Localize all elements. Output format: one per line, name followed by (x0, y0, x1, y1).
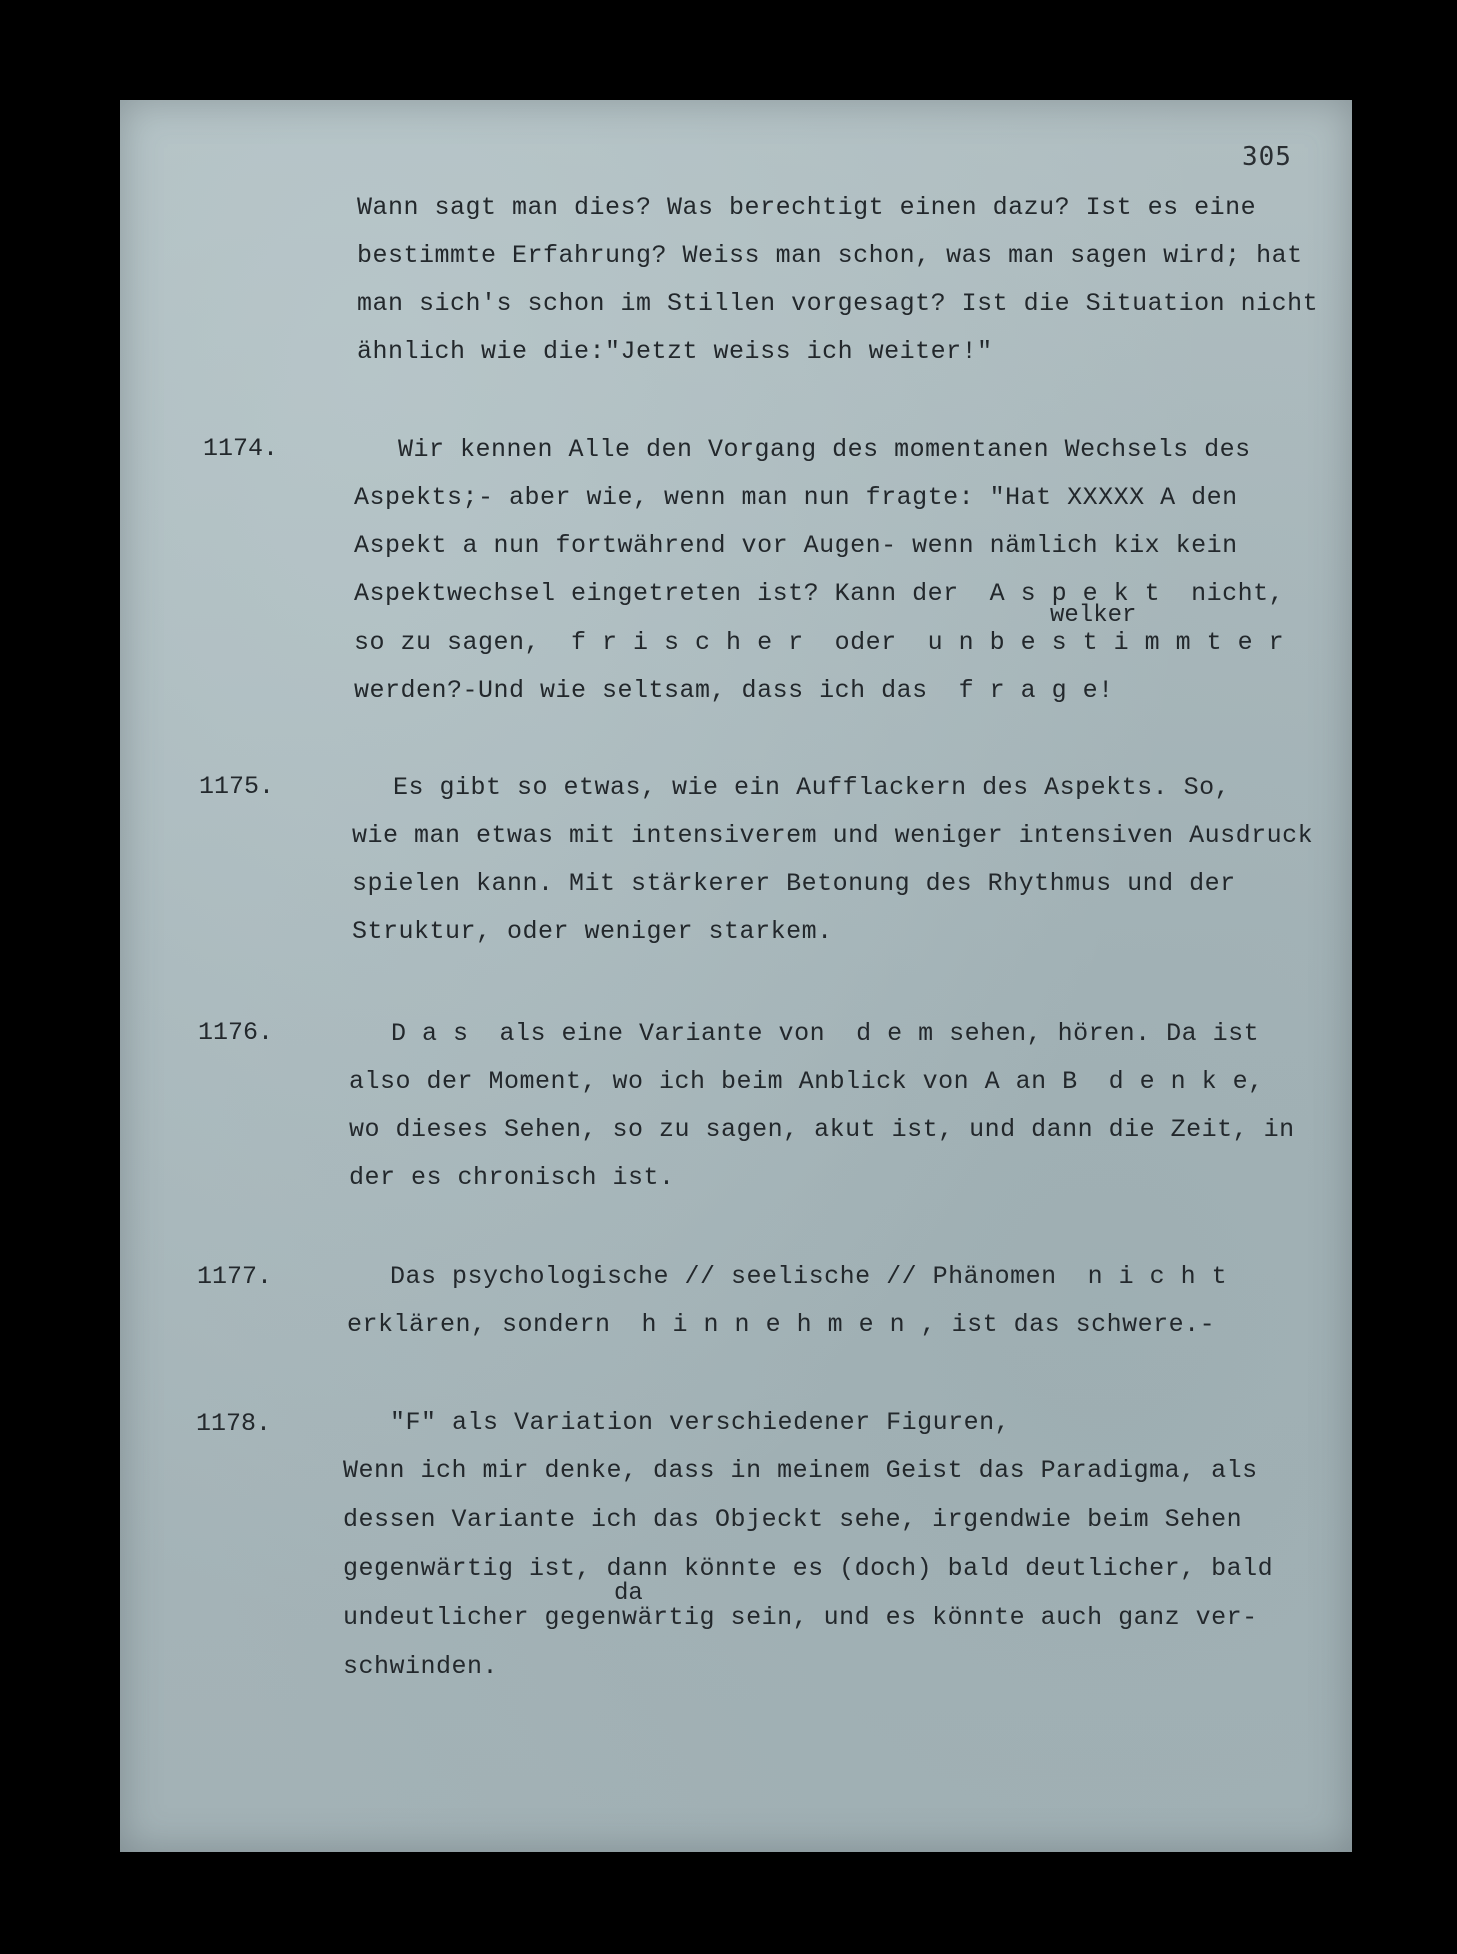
remark-number: 1174. (203, 434, 279, 463)
remark-line: Aspektwechsel eingetreten ist? Kann der A s p e k t nicht, (354, 579, 1285, 608)
remark-line: erklären, sondern h i n n e h m e n , ist das schwere.- (347, 1310, 1216, 1339)
remark-number: 1177. (197, 1262, 273, 1291)
remark-line: Es gibt so etwas, wie ein Aufflackern des Aspekts. So, (393, 773, 1231, 802)
page-number: 305 (1242, 142, 1292, 172)
remark-number: 1178. (196, 1409, 272, 1438)
remark-line: Das psychologische // seelische // Phänomen n i c h t (390, 1262, 1228, 1291)
remark-line: dessen Variante ich das Objeckt sehe, irgendwie beim Sehen (343, 1505, 1243, 1534)
remark-line: Aspekt a nun fortwährend vor Augen- wenn nämlich kix kein (354, 531, 1238, 560)
remark-line: also der Moment, wo ich beim Anblick von A an B d e n k e, (349, 1067, 1264, 1096)
remark-line: D a s als eine Variante von d e m sehen, hören. Da ist (391, 1019, 1260, 1048)
remark-line: der es chronisch ist. (349, 1163, 675, 1192)
intro-line: Wann sagt man dies? Was berechtigt einen dazu? Ist es eine (357, 193, 1257, 222)
handwritten-insertion: welker (1050, 602, 1137, 629)
remark-line: schwinden. (343, 1652, 499, 1681)
remark-line: Wenn ich mir denke, dass in meinem Geist das Paradigma, als (343, 1456, 1258, 1485)
intro-line: man sich's schon im Stillen vorgesagt? Ist die Situation nicht (357, 289, 1319, 318)
remark-number: 1175. (199, 772, 275, 801)
handwritten-insertion: da (614, 1580, 643, 1607)
intro-line: bestimmte Erfahrung? Weiss man schon, was man sagen wird; hat (357, 241, 1303, 270)
remark-line: spielen kann. Mit stärkerer Betonung des Rhythmus und der (352, 869, 1236, 898)
remark-line: werden?-Und wie seltsam, dass ich das f r a g e! (354, 676, 1114, 705)
remark-line: gegenwärtig ist, dann könnte es (doch) bald deutlicher, bald (343, 1554, 1274, 1583)
remark-line: Struktur, oder weniger starkem. (352, 917, 833, 946)
remark-line: so zu sagen, f r i s c h e r oder u n b e s t i m m t e r (354, 628, 1285, 657)
remark-line: wo dieses Sehen, so zu sagen, akut ist, und dann die Zeit, in (349, 1115, 1295, 1144)
remark-line: undeutlicher gegenwärtig sein, und es könnte auch ganz ver- (343, 1603, 1258, 1632)
remark-line: Wir kennen Alle den Vorgang des momentanen Wechsels des (398, 435, 1251, 464)
remark-number: 1176. (198, 1018, 274, 1047)
remark-line: "F" als Variation verschiedener Figuren, (390, 1408, 1011, 1437)
remark-line: Aspekts;- aber wie, wenn man nun fragte: "Hat XXXXX A den (354, 483, 1238, 512)
remark-line: wie man etwas mit intensiverem und weniger intensiven Ausdruck (352, 821, 1314, 850)
intro-line: ähnlich wie die:"Jetzt weiss ich weiter!" (357, 337, 993, 366)
